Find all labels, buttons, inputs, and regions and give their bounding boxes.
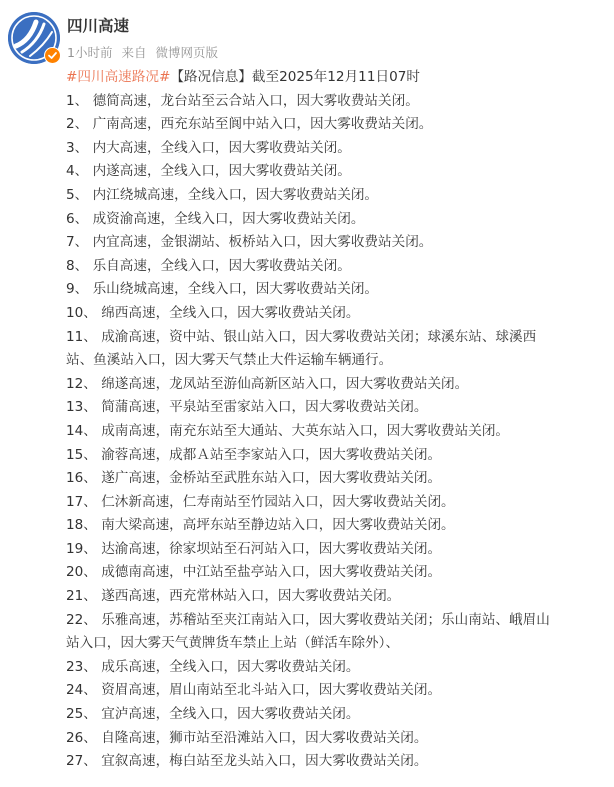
content-line: 站、鱼溪站入口，因大雾天气禁止大件运输车辆通行。 xyxy=(66,352,393,369)
content-line: 27、 宜叙高速，梅白站至龙头站入口，因大雾收费站关闭。 xyxy=(66,753,428,770)
content-line: 15、 渝蓉高速，成都Ａ站至李家站入口，因大雾收费站关闭。 xyxy=(66,446,442,463)
post-content xyxy=(66,66,611,774)
content-line: 4、 内遂高速，全线入口，因大雾收费站关闭。 xyxy=(66,163,351,180)
post-header xyxy=(0,0,614,72)
content-line: 25、 宜泸高速，全线入口，因大雾收费站关闭。 xyxy=(66,706,360,723)
headline-text: 【路况信息】截至2025年12月11日07时 xyxy=(170,69,420,85)
source-link[interactable]: 微博网页版 xyxy=(155,45,218,60)
source-prefix: 来自 xyxy=(121,45,147,60)
content-line: 20、 成德南高速，中江站至盐亭站入口，因大雾收费站关闭。 xyxy=(66,564,442,581)
content-line: 26、 自隆高速，狮市站至沿滩站入口，因大雾收费站关闭。 xyxy=(66,729,428,746)
content-line: 23、 成乐高速，全线入口，因大雾收费站关闭。 xyxy=(66,658,360,675)
content-line: 22、 乐雅高速，苏稽站至夹江南站入口，因大雾收费站关闭；乐山南站、峨眉山 xyxy=(66,611,550,628)
headline-line xyxy=(66,66,611,90)
post-time[interactable]: 1小时前 xyxy=(67,45,113,60)
content-line: 13、 简蒲高速，平泉站至雷家站入口，因大雾收费站关闭。 xyxy=(66,399,428,416)
content-line: 21、 遂西高速，西充常林站入口，因大雾收费站关闭。 xyxy=(66,588,401,605)
content-line: 10、 绵西高速，全线入口，因大雾收费站关闭。 xyxy=(66,304,360,321)
content-line: 19、 达渝高速，徐家坝站至石河站入口，因大雾收费站关闭。 xyxy=(66,540,442,557)
post-meta xyxy=(67,43,223,61)
content-line: 9、 乐山绕城高速，全线入口，因大雾收费站关闭。 xyxy=(66,281,379,298)
content-line: 3、 内大高速，全线入口，因大雾收费站关闭。 xyxy=(66,139,351,156)
content-line: 24、 资眉高速，眉山南站至北斗站入口，因大雾收费站关闭。 xyxy=(66,682,442,699)
content-line: 11、 成渝高速，资中站、银山站入口，因大雾收费站关闭；球溪东站、球溪西 xyxy=(66,328,537,345)
content-line: 18、 南大梁高速，高坪东站至静边站入口，因大雾收费站关闭。 xyxy=(66,517,455,534)
content-line: 14、 成南高速，南充东站至大通站、大英东站入口，因大雾收费站关闭。 xyxy=(66,422,510,439)
content-line: 5、 内江绕城高速，全线入口，因大雾收费站关闭。 xyxy=(66,186,379,203)
username-link[interactable]: 四川高速 xyxy=(67,17,130,35)
content-line: 8、 乐自高速，全线入口，因大雾收费站关闭。 xyxy=(66,257,351,274)
content-line: 12、 绵遂高速，龙凤站至游仙高新区站入口，因大雾收费站关闭。 xyxy=(66,375,469,392)
content-line: 2、 广南高速，西充东站至阆中站入口，因大雾收费站关闭。 xyxy=(66,116,433,133)
content-line: 6、 成资渝高速，全线入口，因大雾收费站关闭。 xyxy=(66,210,365,227)
content-line: 16、 遂广高速，金桥站至武胜东站入口，因大雾收费站关闭。 xyxy=(66,470,442,487)
hashtag-link[interactable]: #四川高速路况# xyxy=(66,69,171,85)
content-line: 7、 内宜高速，金银湖站、板桥站入口，因大雾收费站关闭。 xyxy=(66,234,433,251)
content-line: 站入口，因大雾天气黄牌货车禁止上站（鲜活车除外）、 xyxy=(66,635,400,652)
verified-badge-icon xyxy=(44,47,61,64)
content-line: 1、 德简高速，龙台站至云合站入口，因大雾收费站关闭。 xyxy=(66,92,419,109)
content-line: 17、 仁沐新高速，仁寿南站至竹园站入口，因大雾收费站关闭。 xyxy=(66,493,455,510)
